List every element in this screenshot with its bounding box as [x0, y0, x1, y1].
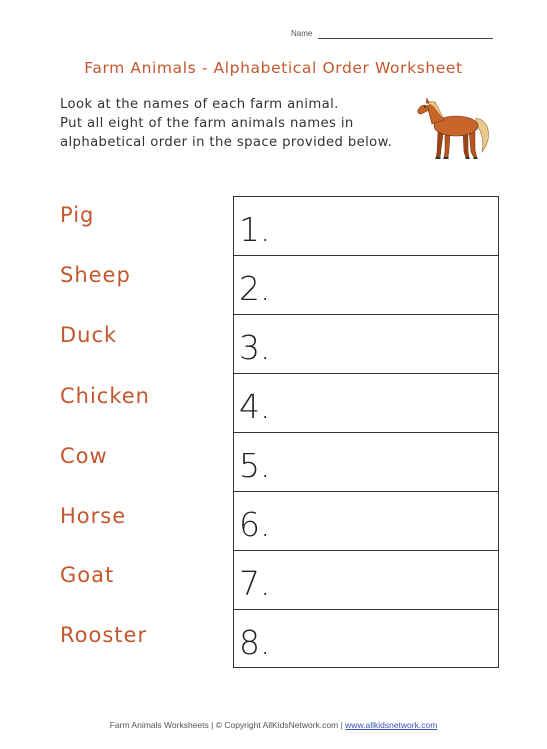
instructions	[60, 95, 420, 152]
instruction-line: alphabetical order in the space provided below.	[60, 135, 393, 150]
word-duck: Duck	[60, 323, 118, 347]
answer-number: 7.	[239, 564, 271, 603]
page-title: Farm Animals - Alphabetical Order Worksheet	[84, 59, 463, 77]
footer-copyright: © Copyright AllKidsNetwork.com	[215, 720, 339, 730]
answer-row-3[interactable]	[234, 315, 498, 374]
word-cow: Cow	[60, 444, 108, 468]
word-goat: Goat	[60, 563, 115, 587]
footer	[0, 720, 547, 730]
answer-row-8[interactable]	[234, 610, 498, 669]
answer-row-7[interactable]	[234, 551, 498, 610]
answer-row-4[interactable]	[234, 374, 498, 433]
instruction-line: Look at the names of each farm animal.	[60, 97, 339, 112]
answer-number: 4.	[239, 387, 271, 426]
answer-number: 3.	[239, 328, 271, 367]
answer-row-5[interactable]	[234, 433, 498, 492]
answer-row-1[interactable]	[234, 197, 498, 256]
answer-row-2[interactable]	[234, 256, 498, 315]
footer-link[interactable]: www.allkidsnetwork.com	[345, 720, 438, 730]
answer-table	[233, 196, 499, 668]
word-chicken: Chicken	[60, 384, 150, 408]
footer-separator: |	[211, 720, 214, 730]
word-horse: Horse	[60, 504, 127, 528]
instruction-line: Put all eight of the farm animals names in	[60, 116, 354, 131]
name-field[interactable]	[318, 38, 493, 39]
footer-separator: |	[340, 720, 343, 730]
footer-text: Farm Animals Worksheets	[109, 720, 209, 730]
answer-row-6[interactable]	[234, 492, 498, 551]
answer-number: 5.	[239, 446, 271, 485]
word-sheep: Sheep	[60, 263, 131, 287]
horse-illustration	[416, 94, 494, 162]
answer-number: 1.	[239, 210, 271, 249]
answer-number: 2.	[239, 269, 271, 308]
name-label: Name	[291, 29, 313, 38]
answer-number: 6.	[239, 505, 271, 544]
answer-number: 8.	[239, 623, 271, 662]
word-rooster: Rooster	[60, 623, 148, 647]
word-pig: Pig	[60, 203, 95, 227]
